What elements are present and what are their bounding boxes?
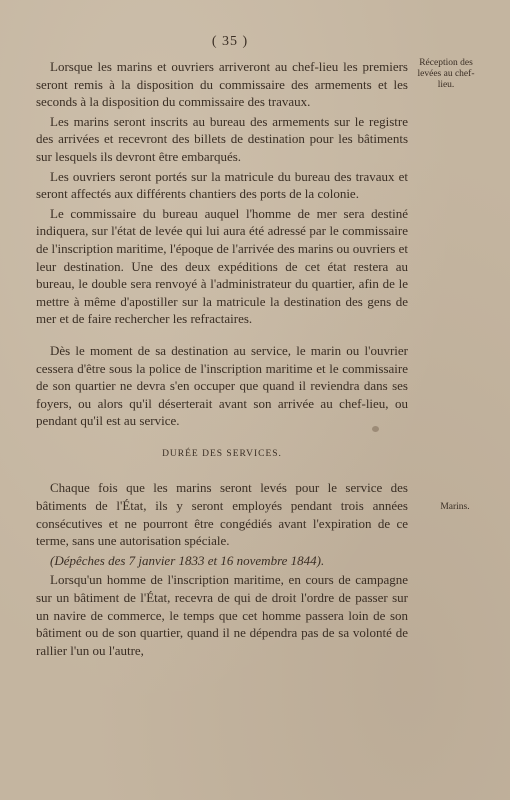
paragraph: Dès le moment de sa destination au service, le marin ou l'ouvrier cessera d'être sous la police de l'inscription maritime et le commissaire de son quartier ne devra s'en occuper que quand il reviendra dans ses foyers, ou alors qu'il déserterait avant son arrivée au chef-lieu, ou pendant qu'il est au service. — [36, 342, 408, 429]
paragraph: Chaque fois que les marins seront levés pour le service des bâtiments de l'État, ils y seront employés pendant trois années consécutives et ne pourront être congédiés avant l'expiration de ce terme, sans une autorisation spéciale. — [36, 480, 408, 549]
main-text — [36, 58, 408, 661]
margin-note-reception: Réception des levées au chef-lieu. — [417, 58, 475, 90]
paragraph: Lorsqu'un homme de l'inscription maritime, en cours de campagne sur un bâtiment de l'État, recevra de qui de droit l'ordre de passer sur un navire de commerce, le temps que cet homme passera loin de son bâtiment ou de son quartier, quand il ne dépendra pas de sa volonté de rallier l'un ou l'autre, — [36, 572, 408, 658]
paragraph: Les ouvriers seront portés sur la matricule du bureau des travaux et seront affectés aux différents chantiers des ports de la colonie. — [36, 168, 408, 202]
paragraph: Le commissaire du bureau auquel l'homme de mer sera destiné indiquera, sur l'état de levée qui lui aura été adressé par le commissaire de l'inscription maritime, l'époque de l'arrivée des marins ou ouvriers et leur destination. Une des deux expéditions de cet état restera au bureau, le double sera renvoyé à l'administrateur du quartier, afin de le mettre à même d'apostiller sur la matricule la destination des gens de mer et de faire rechercher les refractaires. — [36, 205, 408, 327]
paragraph: Les marins seront inscrits au bureau des armements sur le registre des arrivées et recevront des billets de destination pour les bâtiments sur lesquels ils devront être embarqués. — [36, 113, 408, 164]
margin-note-marins: Marins. — [440, 502, 470, 512]
citation: (Dépêches des 7 janvier 1833 et 16 novembre 1844). — [50, 552, 325, 568]
section-heading: DURÉE DES SERVICES. — [162, 448, 282, 459]
paragraph: Lorsque les marins et ouvriers arriveront au chef-lieu les premiers seront remis à la disposition du commissaire des armements et les seconds à la disposition du commissaire des travaux. — [36, 59, 408, 110]
ink-spot — [372, 426, 379, 432]
page-number: ( 35 ) — [211, 34, 249, 49]
